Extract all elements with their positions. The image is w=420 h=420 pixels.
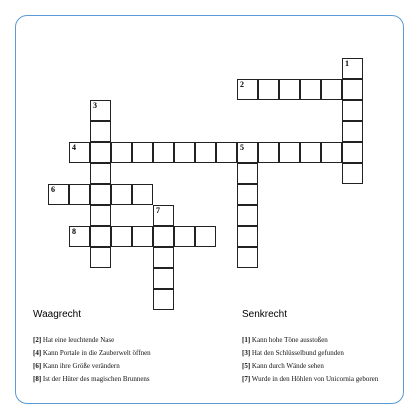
- grid-cell[interactable]: [342, 79, 363, 100]
- down-clue-3: [242, 349, 344, 357]
- grid-cell[interactable]: [237, 205, 258, 226]
- grid-cell[interactable]: [111, 226, 132, 247]
- grid-cell[interactable]: [153, 289, 174, 310]
- grid-cell[interactable]: [321, 142, 342, 163]
- across-clue-8: [33, 375, 150, 383]
- cell-number: 7: [156, 206, 160, 215]
- clue-text: Hat den Schlüsselbund gefunden: [251, 349, 344, 357]
- clue-text: Ist der Hüter des magischen Brunnens: [42, 375, 150, 383]
- grid-cell[interactable]: [90, 226, 111, 247]
- grid-cell[interactable]: [153, 205, 174, 226]
- grid-cell[interactable]: [279, 142, 300, 163]
- grid-cell[interactable]: [216, 142, 237, 163]
- clue-number: [2]: [33, 336, 42, 344]
- across-heading: Waagrecht: [33, 309, 81, 320]
- grid-cell[interactable]: [90, 247, 111, 268]
- cell-number: 8: [72, 227, 76, 236]
- down-clue-1: [242, 336, 328, 344]
- clue-text: Kann hohe Töne ausstoßen: [251, 336, 328, 344]
- grid-cell[interactable]: [195, 226, 216, 247]
- grid-cell[interactable]: [342, 100, 363, 121]
- cell-number: 6: [51, 185, 55, 194]
- clue-number: [1]: [242, 336, 251, 344]
- grid-cell[interactable]: [195, 142, 216, 163]
- grid-cell[interactable]: [258, 79, 279, 100]
- grid-cell[interactable]: [237, 79, 258, 100]
- clue-number: [7]: [242, 375, 251, 383]
- grid-cell[interactable]: [69, 142, 90, 163]
- across-clue-6: [33, 362, 120, 370]
- clue-text: Wurde in den Höhlen von Unicornia geboren: [251, 375, 379, 383]
- clue-text: Kann durch Wände sehen: [251, 362, 324, 370]
- down-clue-7: [242, 375, 378, 383]
- grid-cell[interactable]: [258, 142, 279, 163]
- grid-cell[interactable]: [300, 79, 321, 100]
- cell-number: 2: [240, 80, 244, 89]
- grid-cell[interactable]: [111, 184, 132, 205]
- grid-cell[interactable]: [279, 79, 300, 100]
- grid-cell[interactable]: [174, 142, 195, 163]
- grid-cell[interactable]: [300, 142, 321, 163]
- grid-cell[interactable]: [342, 142, 363, 163]
- grid-cell[interactable]: [153, 247, 174, 268]
- grid-cell[interactable]: [237, 226, 258, 247]
- grid-cell[interactable]: [69, 226, 90, 247]
- clue-text: Kann ihre Größe verändern: [42, 362, 120, 370]
- grid-cell[interactable]: [132, 184, 153, 205]
- grid-cell[interactable]: [90, 163, 111, 184]
- grid-cell[interactable]: [90, 100, 111, 121]
- grid-cell[interactable]: [237, 142, 258, 163]
- grid-cell[interactable]: [153, 142, 174, 163]
- clue-number: [5]: [242, 362, 251, 370]
- grid-cell[interactable]: [237, 184, 258, 205]
- cell-number: 1: [345, 59, 349, 68]
- grid-cell[interactable]: [237, 163, 258, 184]
- grid-cell[interactable]: [321, 79, 342, 100]
- grid-cell[interactable]: [69, 184, 90, 205]
- clue-text: Hat eine leuchtende Nase: [42, 336, 115, 344]
- cell-number: 4: [72, 143, 76, 152]
- cell-number: 3: [93, 101, 97, 110]
- grid-cell[interactable]: [90, 142, 111, 163]
- cell-number: 5: [240, 143, 244, 152]
- clue-number: [6]: [33, 362, 42, 370]
- grid-cell[interactable]: [90, 184, 111, 205]
- grid-cell[interactable]: [342, 163, 363, 184]
- down-heading: Senkrecht: [242, 309, 288, 320]
- grid-cell[interactable]: [90, 121, 111, 142]
- grid-cell[interactable]: [153, 268, 174, 289]
- across-clue-4: [33, 349, 151, 357]
- across-clue-2: [33, 336, 114, 344]
- grid-cell[interactable]: [153, 226, 174, 247]
- grid-cell[interactable]: [174, 226, 195, 247]
- clue-number: [3]: [242, 349, 251, 357]
- clue-number: [8]: [33, 375, 42, 383]
- grid-cell[interactable]: [342, 58, 363, 79]
- grid-cell[interactable]: [111, 142, 132, 163]
- clue-number: [4]: [33, 349, 42, 357]
- down-clue-5: [242, 362, 324, 370]
- grid-cell[interactable]: [90, 205, 111, 226]
- grid-cell[interactable]: [132, 226, 153, 247]
- grid-cell[interactable]: [342, 121, 363, 142]
- clue-text: Kann Portale in die Zauberwelt öffnen: [42, 349, 151, 357]
- grid-cell[interactable]: [132, 142, 153, 163]
- grid-cell[interactable]: [48, 184, 69, 205]
- grid-cell[interactable]: [237, 247, 258, 268]
